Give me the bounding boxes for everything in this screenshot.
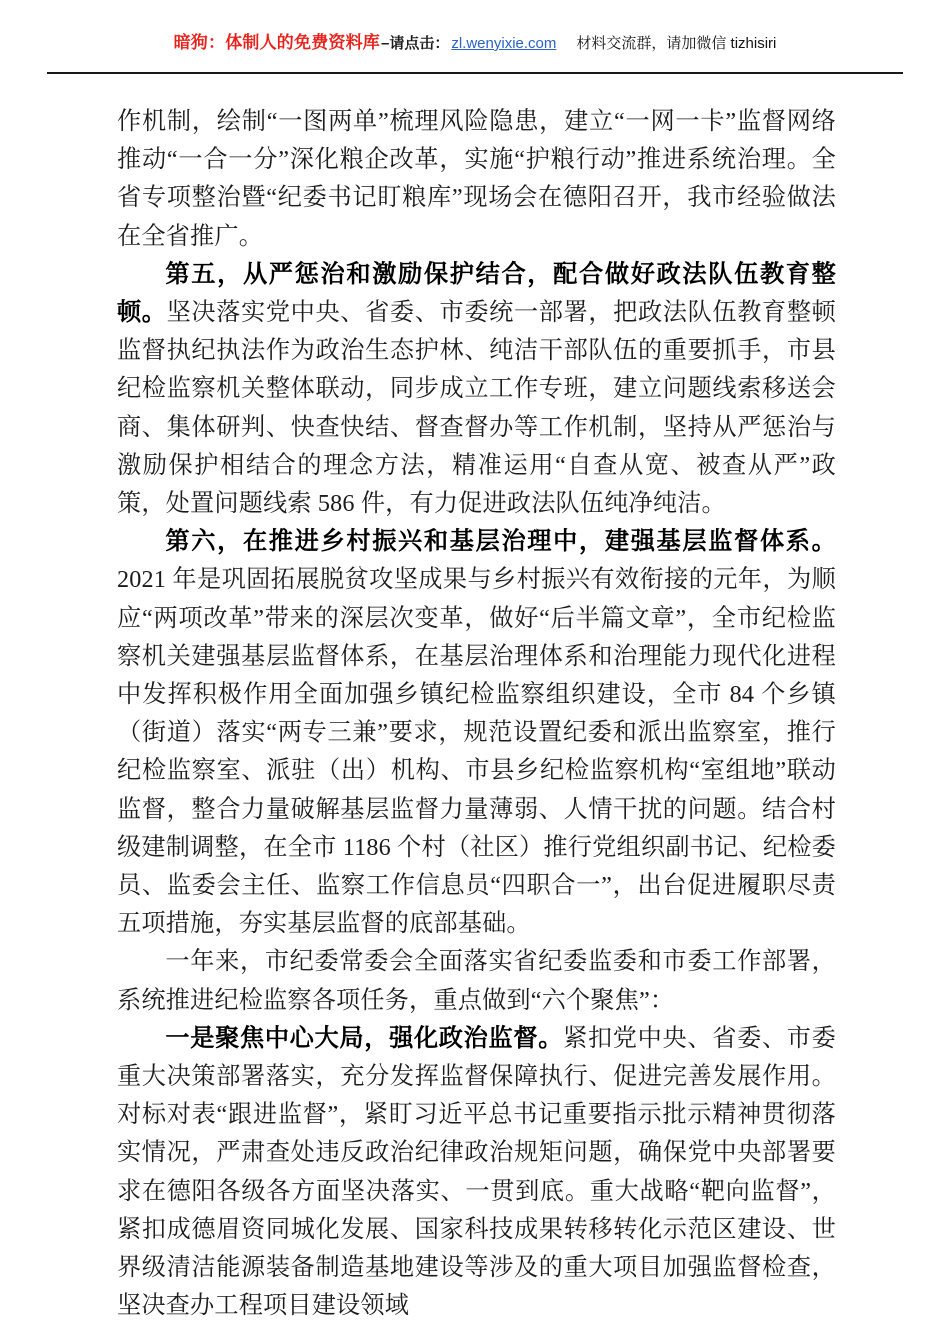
promo-header-text bbox=[0, 34, 950, 52]
promo-site-link[interactable]: zl.wenyixie.com bbox=[451, 35, 557, 52]
paragraph-bold-lead: 第六，在推进乡村振兴和基层治理中，建强基层监督体系。 bbox=[165, 528, 836, 556]
paragraph-text: 坚决落实党中央、省委、市委统一部署，把政法队伍教育整顿监督执纪执法作为政治生态护林、纯洁干部队伍的重要抓手，市县纪检监察机关整体联动，同步成立工作专班，建立问题线索移送会商、集体研判、快查快结、督查督办等工作机制，坚持从严惩治与激励保护相结合的理念方法，精准运用“自查从宽、被查从严”政策，处置问题线索 586 件，有力促进政法队伍纯净纯洁。 bbox=[117, 299, 836, 518]
promo-header-banner bbox=[0, 0, 950, 76]
promo-brand-text: 暗狗：体制人的免费资料库 bbox=[173, 33, 380, 52]
paragraph-fifth bbox=[117, 256, 836, 523]
paragraph-bold-lead: 一是聚焦中心大局，强化政治监督。 bbox=[165, 1024, 564, 1052]
paragraph-text: 作机制，绘制“一图两单”梳理风险隐患，建立“一网一卡”监督网络推动“一合一分”深化粮企改革，实施“护粮行动”推进系统治理。全省专项整治暨“纪委书记盯粮库”现场会在德阳召开，我市经验做法在全省推广。 bbox=[117, 108, 836, 250]
paragraph-text: 紧扣党中央、省委、市委重大决策部署落实，充分发挥监督保障执行、促进完善发展作用。对标对表“跟进监督”，紧盯习近平总书记重要指示批示精神贯彻落实情况，严肃查处违反政治纪律政治规矩问题，确保党中央部署要求在德阳各级各方面坚决落实、一贯到底。重大战略“靶向监督”，紧扣成德眉资同城化发展、国家科技成果转移转化示范区建设、世界级清洁能源装备制造基地建设等涉及的重大项目加强监督检查，坚决查办工程项目建设领域 bbox=[117, 1024, 836, 1320]
promo-click-prompt: –请点击： bbox=[381, 35, 450, 52]
paragraph-sixth bbox=[117, 523, 836, 943]
paragraph-bold-lead: 第五，从严惩治和激励保护结合，配合做好政法队伍教育整顿。 bbox=[117, 260, 836, 327]
paragraph-text: 2021 年是巩固拓展脱贫攻坚成果与乡村振兴有效衔接的元年，为顺应“两项改革”带来的深层次变革，做好“后半篇文章”，全市纪检监察机关建强基层监督体系，在基层治理体系和治理能力现代化进程中发挥积极作用全面加强乡镇纪检监察组织建设，全市 84 个乡镇（街道）落实“两专三兼”要求，规范设置纪委和派出监察室，推行纪检监察室、派驻（出）机构、市县乡纪检监察机构“室组地”联动监督，整合力量破解基层监督力量薄弱、人情干扰的问题。结合村级建制调整，在全市 1186 个村（社区）推行党组织副书记、纪检委员、监委会主任、监察工作信息员“四职合一”，出台促进履职尽责五项措施，夯实基层监督的底部基础。 bbox=[117, 566, 836, 938]
header-divider-rule bbox=[47, 72, 903, 74]
paragraph-focus-one bbox=[117, 1020, 836, 1326]
document-body bbox=[117, 103, 836, 1326]
promo-wechat-text: 材料交流群，请加微信 tizhisiri bbox=[576, 35, 777, 52]
paragraph-summary bbox=[117, 943, 836, 1019]
paragraph-text: 一年来，市纪委常委会全面落实省纪委监委和市委工作部署，系统推进纪检监察各项任务，重点做到“六个聚焦”： bbox=[117, 948, 836, 1014]
paragraph-continued bbox=[117, 103, 836, 256]
